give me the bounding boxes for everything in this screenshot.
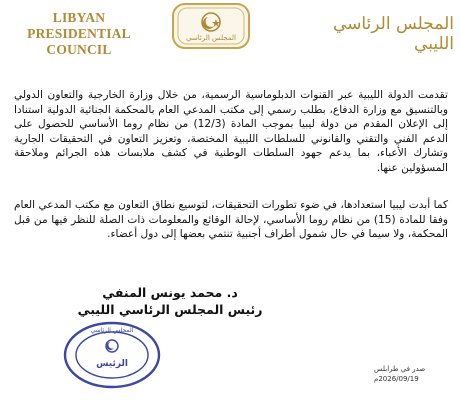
signature-block xyxy=(60,284,280,318)
issue-place: صدر في طرابلس xyxy=(374,365,426,373)
signer-name: د. محمد يونس المنفي xyxy=(102,285,238,300)
statement-paragraph-1: تقدمت الدولة الليبية عبر القنوات الدبلوماسية الرسمية، من خلال وزارة الخارجية والتعاون الدولي وبالتنسيق مع وزارة الدفاع، بطلب رسمي إلى مكتب المدعي العام بالمحكمة الجنائية الدولية استنادا إلى الإعلان المقدم من دولة ليبيا بموجب المادة (12/3) من نظام روما الأساسي للحصول على الدعم الفني والتقني والقانوني للسلطات الليبية المختصة، وتعزيز التعاون في التحقيقات الجارية وتشارك الأعباء، بما يدعم جهود السلطات الوطنية في كشف ملابسات هذه الجرائم وملاحقة المسؤولين عنها. xyxy=(14,89,448,174)
org-name-english: LIBYAN PRESIDENTIAL COUNCIL xyxy=(27,10,131,57)
presidential-emblem xyxy=(172,3,250,49)
official-stamp xyxy=(62,320,162,390)
org-name-arabic: المجلس الرئاسي الليبي xyxy=(332,14,454,54)
issue-info xyxy=(374,364,454,384)
stamp-ring-text: المجلس الرئاسي xyxy=(90,327,134,334)
signer-title: رئيس المجلس الرئاسي الليبي xyxy=(77,302,263,317)
statement-paragraph-2: كما أبدت ليبيا استعدادها، في ضوء تطورات التحقيقات، لتوسيع نطاق التعاون مع مكتب المدعي العام وفقا للمادة (15) من نظام روما الأساسي، لإحالة الوقائع والمعلومات ذات الصلة للنظر فيها من قبل المحكمة، ولا سيما في حال شمول أطراف أجنبية تنتمي بعضها إلى دول أعضاء. xyxy=(14,199,448,241)
issue-date: 2026/09/19م xyxy=(374,375,419,383)
stamp-text: الرئيس xyxy=(96,359,128,369)
emblem-text: المجلس الرئاسي xyxy=(186,34,236,42)
